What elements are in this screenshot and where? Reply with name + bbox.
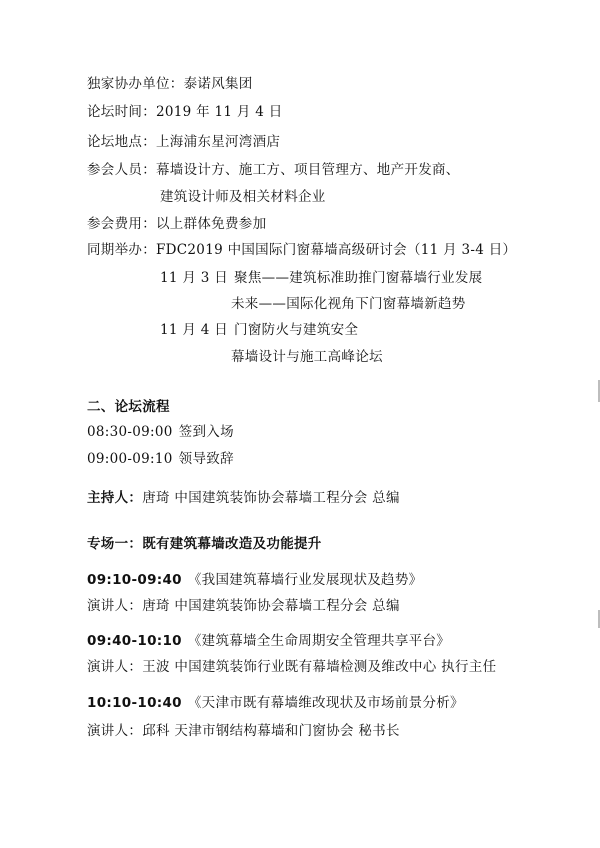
- talk-3-time: 10:10-10:40: [87, 695, 182, 711]
- venue-label: 论坛地点：: [87, 134, 156, 150]
- nov4-date: 11 月 4 日: [160, 322, 229, 338]
- flow-item-2: [87, 451, 234, 467]
- nov3-line-1: [160, 270, 482, 286]
- talk-2-speaker: 王波 中国建筑装饰行业既有幕墙检测及维改中心 执行主任: [142, 659, 497, 675]
- concurrent-line: [87, 242, 516, 258]
- nov3-date: 11 月 3 日: [160, 270, 229, 286]
- organizer-line: [87, 76, 253, 92]
- host-label: 主持人：: [87, 490, 143, 506]
- organizer-value: 泰诺风集团: [183, 76, 253, 92]
- time-line: [87, 104, 283, 120]
- talk-1-title: 《我国建筑幕墙行业发展现状及趋势》: [187, 572, 423, 588]
- talk-2-line: [87, 633, 450, 649]
- talk-2-title: 《建筑幕墙全生命周期安全管理共享平台》: [187, 633, 451, 649]
- nov3-line-2: [231, 296, 466, 312]
- talk-2-speaker-label: 演讲人：: [87, 659, 143, 675]
- attendees-line-2: [160, 189, 326, 205]
- talk-1-speaker-label: 演讲人：: [87, 598, 143, 614]
- talk-3-title: 《天津市既有幕墙维改现状及市场前景分析》: [187, 695, 464, 711]
- talk-1-time: 09:10-09:40: [87, 572, 182, 588]
- time-value: 2019 年 11 月 4 日: [156, 104, 283, 120]
- session1-heading: 专场一：既有建筑幕墙改造及功能提升: [87, 536, 322, 552]
- fee-value: 以上群体免费参加: [156, 216, 267, 232]
- attendees-value-1: 幕墙设计方、施工方、项目管理方、地产开发商、: [156, 162, 460, 178]
- nov3-topic-2: 未来——国际化视角下门窗幕墙新趋势: [231, 296, 466, 312]
- flow-heading: 二、论坛流程: [87, 399, 170, 415]
- talk-3-speaker-label: 演讲人：: [87, 723, 143, 739]
- talk-2-time: 09:40-10:10: [87, 633, 182, 649]
- organizer-label: 独家协办单位：: [87, 76, 184, 92]
- time-label: 论坛时间：: [87, 104, 156, 120]
- talk-3-speaker: 邱科 天津市钢结构幕墙和门窗协会 秘书长: [142, 723, 400, 739]
- flow-item-2-time: 09:00-09:10: [87, 451, 173, 467]
- talk-1-speaker-line: [87, 598, 400, 614]
- talk-2-speaker-line: [87, 659, 496, 675]
- host-line: [87, 490, 400, 506]
- flow-item-1: [87, 424, 234, 440]
- flow-item-1-text: 签到入场: [178, 424, 234, 440]
- attendees-value-2: 建筑设计师及相关材料企业: [160, 189, 326, 205]
- talk-3-line: [87, 695, 464, 711]
- flow-item-2-text: 领导致辞: [178, 451, 234, 467]
- venue-line: [87, 134, 280, 150]
- fee-label: 参会费用：: [87, 216, 156, 232]
- attendees-label: 参会人员：: [87, 162, 156, 178]
- nov4-line-1: [160, 322, 358, 338]
- concurrent-label: 同期举办：: [87, 242, 156, 258]
- fee-line: [87, 216, 266, 232]
- host-value: 唐琦 中国建筑装饰协会幕墙工程分会 总编: [142, 490, 400, 506]
- talk-1-line: [87, 572, 422, 588]
- nov3-topic-1: 聚焦——建筑标准助推门窗幕墙行业发展: [234, 270, 483, 286]
- venue-value: 上海浦东星河湾酒店: [156, 134, 281, 150]
- attendees-line: [87, 162, 460, 178]
- concurrent-value: FDC2019 中国国际门窗幕墙高级研讨会（11 月 3-4 日）: [156, 242, 517, 258]
- flow-item-1-time: 08:30-09:00: [87, 424, 173, 440]
- nov4-topic-2: 幕墙设计与施工高峰论坛: [231, 349, 383, 365]
- nov4-line-2: [231, 349, 383, 365]
- talk-3-speaker-line: [87, 723, 400, 739]
- nov4-topic-1: 门窗防火与建筑安全: [234, 322, 359, 338]
- talk-1-speaker: 唐琦 中国建筑装饰协会幕墙工程分会 总编: [142, 598, 400, 614]
